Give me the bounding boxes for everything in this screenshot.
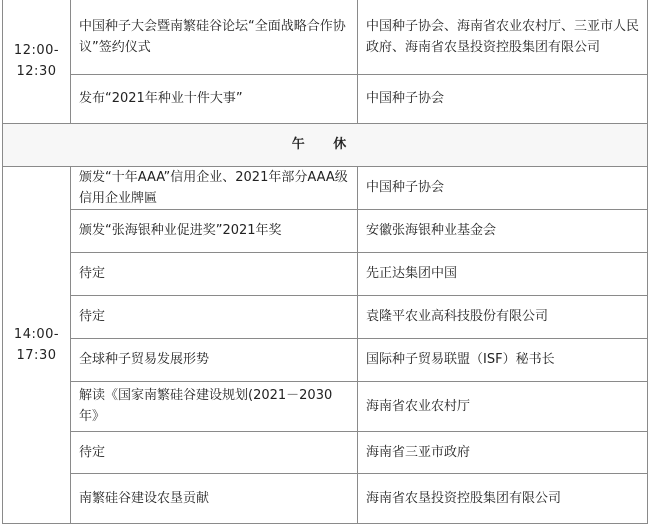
org-cell: 国际种子贸易联盟（ISF）秘书长 — [358, 338, 648, 381]
agenda-table — [2, 0, 648, 524]
table-row — [3, 0, 648, 74]
topic-cell: 全球种子贸易发展形势 — [71, 338, 358, 381]
table-row — [3, 338, 648, 381]
table-row — [3, 74, 648, 123]
org-cell: 中国种子协会 — [358, 74, 648, 123]
session-time: 12:00- 12:30 — [13, 43, 60, 80]
topic-cell: 南繁硅谷建设农垦贡献 — [71, 473, 358, 523]
org-cell: 安徽张海银种业基金会 — [358, 209, 648, 252]
org-cell: 中国种子协会 — [358, 166, 648, 209]
org-cell: 先正达集团中国 — [358, 252, 648, 295]
table-row — [3, 209, 648, 252]
table-row — [3, 381, 648, 431]
topic-cell: 颁发“十年AAA”信用企业、2021年部分AAA级信用企业牌匾 — [71, 166, 358, 209]
topic-cell: 待定 — [71, 431, 358, 473]
session-time: 14:00- 17:30 — [13, 326, 60, 363]
org-cell: 中国种子协会、海南省农业农村厅、三亚市人民政府、海南省农垦投资控股集团有限公司 — [358, 0, 648, 74]
table-row — [3, 166, 648, 209]
table-row — [3, 431, 648, 473]
session-time-cell — [3, 166, 71, 523]
topic-cell: 发布“2021年种业十件大事” — [71, 74, 358, 123]
topic-cell: 中国种子大会暨南繁硅谷论坛“全面战略合作协议”签约仪式 — [71, 0, 358, 74]
topic-cell: 待定 — [71, 295, 358, 338]
org-cell: 袁隆平农业高科技股份有限公司 — [358, 295, 648, 338]
topic-cell: 解读《国家南繁硅谷建设规划(2021－2030年》 — [71, 381, 358, 431]
table-row — [3, 252, 648, 295]
break-row — [3, 123, 648, 166]
org-cell: 海南省农垦投资控股集团有限公司 — [358, 473, 648, 523]
session-time-cell — [3, 0, 71, 123]
org-cell: 海南省农业农村厅 — [358, 381, 648, 431]
table-row — [3, 473, 648, 523]
table-row — [3, 295, 648, 338]
topic-cell: 颁发“张海银种业促进奖”2021年奖 — [71, 209, 358, 252]
org-cell: 海南省三亚市政府 — [358, 431, 648, 473]
break-label: 午 休 — [3, 123, 648, 166]
topic-cell: 待定 — [71, 252, 358, 295]
